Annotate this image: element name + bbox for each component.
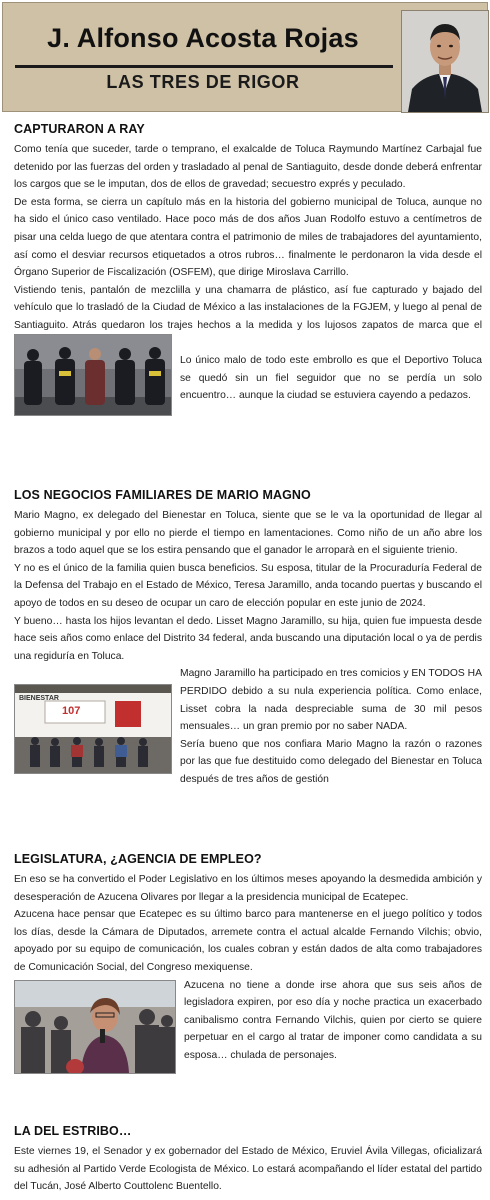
- article-paragraph: Vistiendo tenis, pantalón de mezclilla y una chamarra de plástico, así fue capturado y bajado del vehículo que lo trasladó de la Ciudad de México a las instalaciones de la FGJEM, y luego al penal de Santiaguito. Atrás quedaron los trajes hechos a la medida y los lujosos zapatos de marca que el: [14, 284, 482, 331]
- photo-sign-text: BIENESTAR: [19, 695, 59, 703]
- article-headline: LEGISLATURA, ¿AGENCIA DE EMPLEO?: [14, 852, 262, 866]
- column-title: LAS TRES DE RIGOR: [106, 72, 300, 92]
- column-header: [2, 2, 488, 112]
- article-headline: LA DEL ESTRIBO…: [14, 1124, 132, 1138]
- article-paragraph: Este viernes 19, el Senador y ex gobernador del Estado de México, Eruviel Ávila Villegas, oficializará su adhesión al Partido Verde Ecologista de México. Lo estará acompañando el líder estatal del partido del Tucán, José Alberto Couttolenc Buentello.: [14, 1146, 482, 1193]
- article-capturaron-a-ray: [14, 122, 482, 418]
- article-paragraph: Y no es el único de la familia quien busca beneficios. Su esposa, titular de la Procuraduría Federal de la Defensa del Trabajo en el Estado de México, Teresa Jaramillo, anda tocando puertas y buscando el apoyo de todos en su deseo de ocupar un caro de elección popular en este junio de 2024.: [14, 562, 482, 609]
- article-paragraph: De esta forma, se cierra un capítulo más en la historia del gobierno municipal de Toluca, aunque no ha sido el único caso ventilado. Hace poco más de dos años Juan Rodolfo estuvo a centímetros de pisar una celda luego de que atentara contra el patrimonio de miles de trabajadores del ayuntamiento, así como el desviar recursos etiquetados a otros rubros… finalmente le perdonaron la vida desde el Órgano Superior de Fiscalización (OSFEM), que dirige Miroslava Carrillo.: [14, 196, 482, 279]
- header-divider: [15, 65, 393, 68]
- article-legislatura: [14, 852, 482, 1076]
- article-paragraph: Mario Magno, ex delegado del Bienestar en Toluca, siente que se le va la oportunidad de llegar al gobierno municipal y por ello no pierde el tiempo en lamentaciones. Como niño de un año abre los brazos a todo aquel que se los estira pensando que el ganador le arroparà en el siguiente trienio.: [14, 510, 482, 557]
- article-paragraph: Magno Jaramillo ha participado en tres comicios y EN TODOS HA PERDIDO debido a su nula experiencia política. Como enlace, Lisset cobra la nada despreciable suma de 30 mil pesos mensuales… un gran premio por no saber NADA.: [180, 668, 482, 733]
- article-paragraph: Azucena hace pensar que Ecatepec es su último barco para mantenerse en el juego político y todos los días, desde la Cámara de Diputados, arremete contra el actual alcalde Fernando Vilchis; obvio, apoyado por su equipo de comunicación, los cuales cobran y están dados de alta como trabajadores de Comunicación Social, del Congreso mexiquense.: [14, 909, 482, 973]
- azucena-photo-image: [15, 981, 175, 1073]
- arrest-photo: [14, 334, 172, 416]
- article-paragraph: Como tenía que suceder, tarde o temprano, el exalcalde de Toluca Raymundo Martínez Carbajal fue detenido por las fuerzas del orden y trasladado al penal de Santiaguito, desde donde deberá enfrentar los cargos que se le imputan, dos de ellos de gravedad; secuestro exprés y peculado.: [14, 144, 482, 191]
- author-portrait: [401, 10, 489, 113]
- azucena-photo: [14, 980, 176, 1074]
- article-paragraph: Y bueno… hasta los hijos levantan el dedo. Lisset Magno Jaramillo, su hija, quien fue impuesta desde hace seis años como enlace del Distrito 34 federal, anda buscando una diputación local o ya de perdis una regiduría en Toluca.: [14, 615, 482, 662]
- article-paragraph: Lo único malo de todo este embrollo es que el Deportivo Toluca se quedó sin un fiel seguidor que no se perdía un solo encuentro… aunque la ciudad se estuviera cayendo a pedazos.: [180, 355, 482, 402]
- author-portrait-image: [402, 11, 488, 112]
- article-negocios-familiares: [14, 488, 482, 789]
- author-name: J. Alfonso Acosta Rojas: [47, 23, 359, 53]
- article-paragraph: Sería bueno que nos confiara Mario Magno la razón o razones por las que fue destituido como delegado del Bienestar en Toluca después de tres años de gestión: [180, 738, 482, 785]
- article-la-del-estribo: [14, 1124, 482, 1196]
- arrest-photo-image: [15, 335, 171, 415]
- article-headline: LOS NEGOCIOS FAMILIARES DE MARIO MAGNO: [14, 488, 311, 502]
- article-paragraph: Azucena no tiene a donde irse ahora que sus seis años de legisladora expiren, por eso día y noche practica un exacerbado canibalismo contra Fernando Vilchis, quien por cierto se quiere perpetuar en el cargo al tratar de imponer como candidata a su esposa… chulada de personajes.: [184, 979, 482, 1061]
- article-paragraph: En eso se ha convertido el Poder Legislativo en los últimos meses apoyando la desmedida ambición y desesperación de Azucena Olivares por llegar a la presidencia municipal de Ecatepec.: [14, 874, 482, 903]
- article-headline: CAPTURARON A RAY: [14, 122, 145, 136]
- bienestar-office-photo: [14, 684, 172, 774]
- photo-number-text: 107: [62, 705, 81, 718]
